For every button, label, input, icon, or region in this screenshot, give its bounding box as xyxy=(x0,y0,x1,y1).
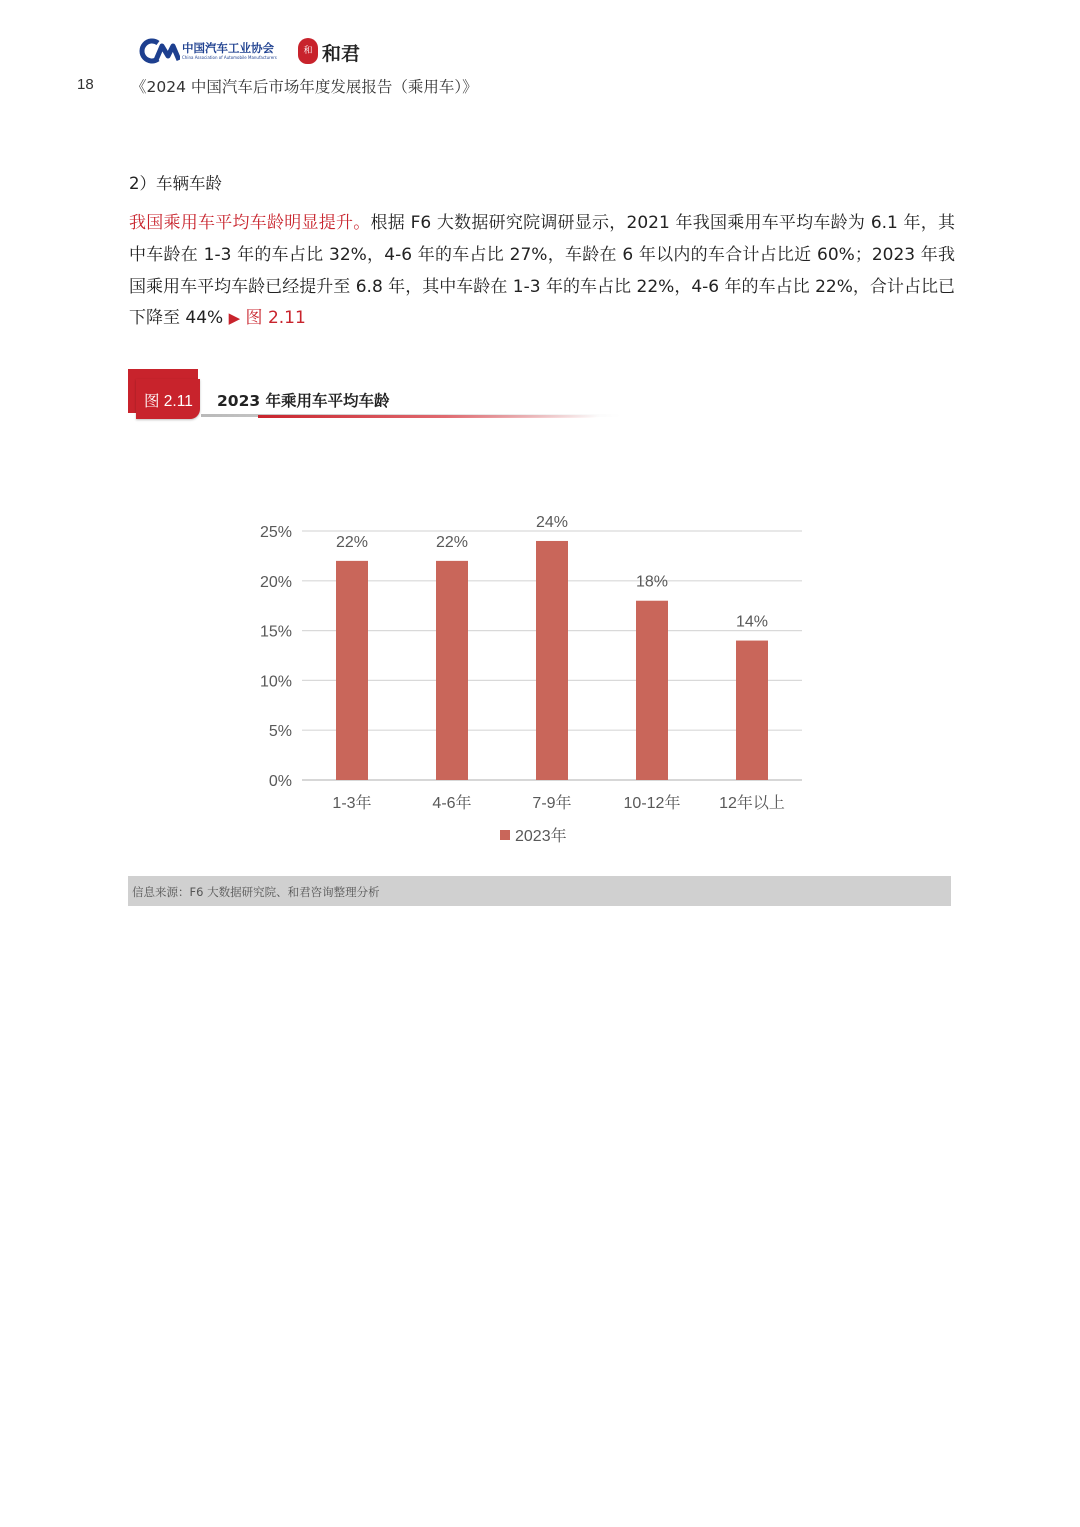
hejun-logo-text: 和君 xyxy=(322,43,361,65)
legend-swatch xyxy=(500,830,510,840)
figure-underline-accent xyxy=(258,415,598,418)
section-heading: 2）车辆车龄 xyxy=(129,174,222,193)
x-tick-label: 12年以上 xyxy=(719,795,785,812)
caam-logo-icon xyxy=(138,38,180,64)
caam-logo-name-en: China Association of Automobile Manufacturers xyxy=(182,55,277,60)
running-title: 《2024 中国汽车后市场年度发展报告（乘用车）》 xyxy=(131,78,478,96)
y-tick-label: 25% xyxy=(259,524,292,541)
data-label: 22% xyxy=(435,533,469,551)
y-tick-label: 0% xyxy=(268,773,292,790)
y-tick-label: 10% xyxy=(259,673,292,691)
legend-label: 2023年 xyxy=(515,828,567,845)
bar xyxy=(636,601,668,780)
bar xyxy=(436,561,468,780)
hejun-seal-char: 和 xyxy=(303,46,313,56)
x-tick-label: 10-12年 xyxy=(623,795,681,812)
y-tick-label: 5% xyxy=(268,723,292,741)
source-note xyxy=(128,876,951,906)
bar-chart-svg xyxy=(240,505,840,855)
paragraph-body: 根据 F6 大数据研究院调研显示，2021 年我国乘用车平均车龄为 6.1 年，其中车龄在 1-3 年的车占比 32%，4-6 年的车占比 27%，车龄在 6 年以内的车合计占比近 60%；2023 年我国乘用车平均车龄已经提升至 6.8 年，其中车龄在 1-3 年的车占比 22%，4-6 年的车占比 22%，合计占比已下降至 44% xyxy=(129,213,955,329)
figure-title: 2023 年乘用车平均车龄 xyxy=(217,392,390,410)
hejun-logo xyxy=(298,36,378,68)
bar xyxy=(336,561,368,780)
header-logos xyxy=(138,36,378,70)
data-label: 22% xyxy=(335,533,369,551)
source-text: 信息来源：F6 大数据研究院、和君咨询整理分析 xyxy=(132,885,380,899)
figure-header xyxy=(128,369,628,421)
hejun-seal-icon xyxy=(298,38,318,64)
caam-logo xyxy=(138,38,283,66)
page-number: 18 xyxy=(77,76,94,93)
caam-logo-name-cn: 中国汽车工业协会 xyxy=(182,41,274,55)
y-tick-label: 20% xyxy=(259,573,292,591)
x-tick-label: 7-9年 xyxy=(532,795,572,812)
bar-chart xyxy=(240,505,840,855)
bar xyxy=(736,641,768,780)
data-label: 18% xyxy=(635,573,669,591)
data-label: 14% xyxy=(735,613,769,631)
x-tick-label: 4-6年 xyxy=(432,795,472,812)
y-tick-label: 15% xyxy=(259,623,292,641)
figure-number: 图 2.11 xyxy=(144,393,193,410)
x-tick-label: 1-3年 xyxy=(332,795,372,812)
data-label: 24% xyxy=(535,513,569,531)
body-paragraph xyxy=(129,208,955,335)
bar xyxy=(536,541,568,780)
paragraph-lead: 我国乘用车平均车龄明显提升。 xyxy=(129,213,371,233)
arrow-icon: ▶ xyxy=(228,309,241,328)
figure-reference-link[interactable]: 图 2.11 xyxy=(245,308,306,329)
